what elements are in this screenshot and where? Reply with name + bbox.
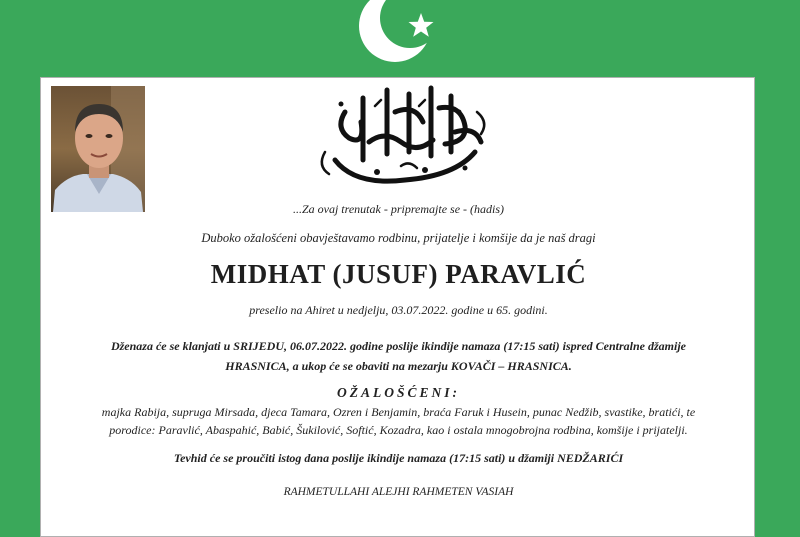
mourners-line-2: porodice: Paravlić, Abaspahić, Babić, Šukilović, Softić, Kozadra, kao i ostala mnogobrojna rodbina, komšije i prijatelji. bbox=[109, 423, 688, 437]
closing-prayer: RAHMETULLAHI ALEJHI RAHMETEN VASIAH bbox=[283, 486, 514, 498]
portrait-photo bbox=[51, 86, 145, 212]
crescent-and-star-icon bbox=[350, 0, 450, 72]
tevhid-info: Tevhid će se proučiti istog dana poslije ikindije namaza (17:15 sati) u džamiji NEDŽARIĆI bbox=[173, 451, 624, 465]
deceased-name: MIDHAT (JUSUF) PARAVLIĆ bbox=[210, 259, 587, 289]
intro-text: Duboko ožalošćeni obavještavamo rodbinu, prijatelje i komšije da je naš dragi bbox=[201, 231, 596, 245]
mourners-line-1: majka Rabija, supruga Mirsada, djeca Tamara, Ozren i Benjamin, braća Faruk i Husein, punac Nedžib, svastike, bratići, te bbox=[101, 405, 696, 419]
funeral-info-line-2: HRASNICA, a ukop će se obaviti na mezarju KOVAČI – HRASNICA. bbox=[225, 359, 572, 373]
obituary-card bbox=[40, 77, 755, 537]
funeral-info bbox=[41, 336, 756, 376]
mourners-list bbox=[41, 403, 756, 439]
passing-date-text: preselio na Ahiret u nedjelju, 03.07.2022. godine u 65. godini. bbox=[249, 303, 548, 317]
arabic-calligraphy-icon bbox=[305, 82, 497, 200]
funeral-info-line-1: Dženaza će se klanjati u SRIJEDU, 06.07.2022. godine poslije ikindije namaza (17:15 sati) ispred Centralne džamije bbox=[110, 339, 687, 353]
mourners-heading: OŽALOŠĆENI: bbox=[336, 385, 460, 400]
hadith-quote: ...Za ovaj trenutak - pripremajte se - (hadis) bbox=[292, 202, 505, 216]
